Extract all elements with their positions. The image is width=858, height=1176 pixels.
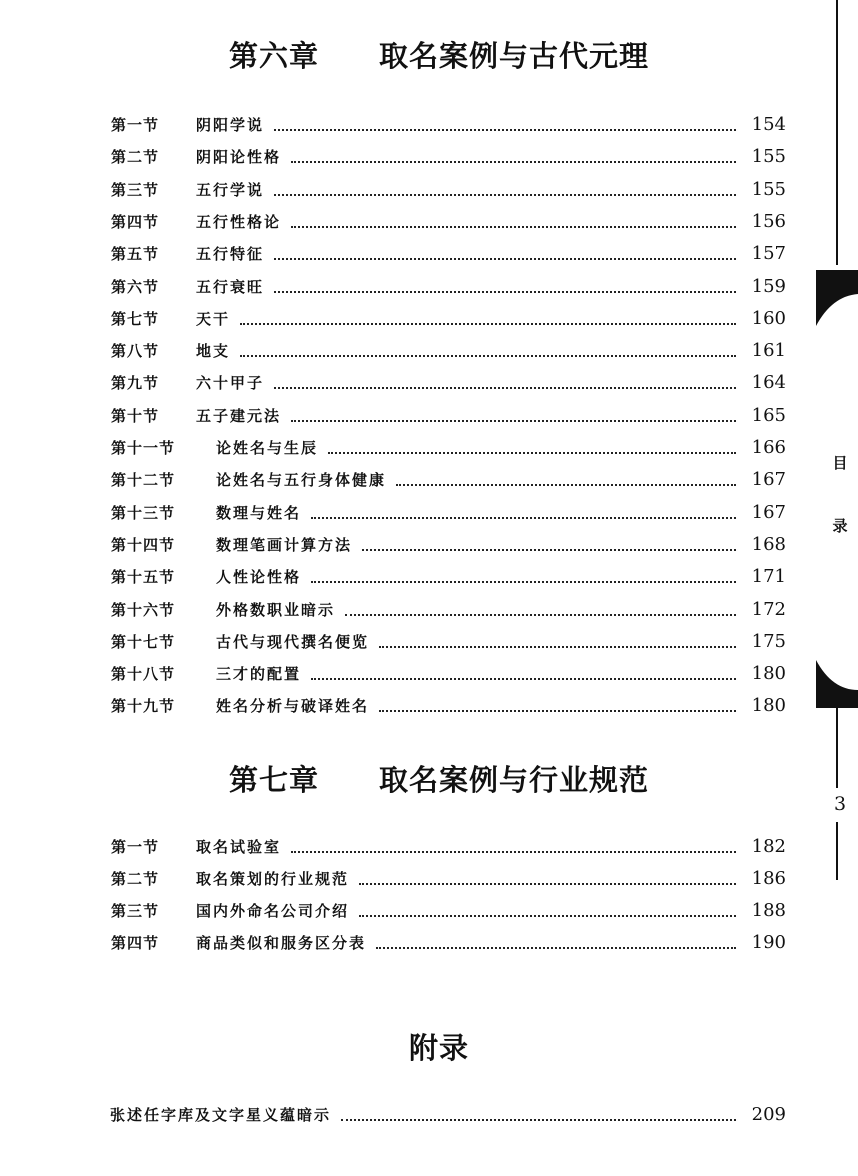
section-number: 第七节 <box>111 309 160 328</box>
section-number: 第五节 <box>111 245 160 264</box>
dot-leader <box>274 129 736 131</box>
toc-entry <box>0 142 858 172</box>
section-title: 国内外命名公司介绍 <box>196 902 350 920</box>
toc-entry <box>0 465 858 495</box>
page-reference: 159 <box>751 275 786 297</box>
toc-entry <box>0 832 858 862</box>
toc-entry <box>0 928 858 958</box>
margin-tab-top-ornament <box>812 270 858 334</box>
page-reference: 186 <box>751 868 786 889</box>
section-title: 阴阳论性格 <box>196 148 282 167</box>
section-title: 阴阳学说 <box>196 116 265 134</box>
section-number: 第十节 <box>111 406 160 425</box>
page-reference: 167 <box>751 469 786 491</box>
toc-entry <box>0 864 858 894</box>
dot-leader <box>328 452 736 454</box>
section-title: 古代与现代撰名便览 <box>216 632 370 651</box>
toc-entry <box>0 659 858 689</box>
toc-entry <box>0 401 858 431</box>
section-number: 第十二节 <box>111 471 176 490</box>
margin-rule-bottom <box>836 822 838 880</box>
section-title: 论姓名与生辰 <box>216 439 319 457</box>
section-title: 取名策划的行业规范 <box>196 870 350 888</box>
section-title: 取名试验室 <box>196 838 282 856</box>
toc-entry <box>0 175 858 205</box>
dot-leader <box>311 517 736 519</box>
section-title: 地支 <box>196 342 231 361</box>
dot-leader <box>274 291 736 293</box>
page-number: 3 <box>833 793 847 815</box>
dot-leader <box>376 947 736 949</box>
page-reference: 171 <box>751 566 786 588</box>
page-reference: 168 <box>751 533 786 555</box>
toc-entry <box>0 207 858 237</box>
page-reference: 209 <box>751 1104 786 1125</box>
section-number: 第十六节 <box>111 600 176 619</box>
margin-label-lu: 录 <box>832 517 848 535</box>
dot-leader <box>240 355 736 357</box>
section-title: 张述任字库及文字星义蕴暗示 <box>110 1106 332 1124</box>
section-number: 第十七节 <box>111 632 176 651</box>
dot-leader <box>311 678 736 680</box>
section-title: 六十甲子 <box>196 374 265 393</box>
section-number: 第十八节 <box>111 665 176 684</box>
page-reference: 175 <box>751 630 786 652</box>
section-number: 第十三节 <box>111 503 176 522</box>
dot-leader <box>291 851 736 853</box>
section-title: 数理笔画计算方法 <box>216 535 353 554</box>
dot-leader <box>291 226 736 228</box>
section-title: 五行衰旺 <box>196 277 265 296</box>
section-number: 第十九节 <box>111 697 176 716</box>
toc-entry <box>0 110 858 140</box>
toc-entry <box>0 239 858 269</box>
chapter-7-title: 第七章 取名案例与行业规范 <box>228 763 649 797</box>
dot-leader <box>396 484 736 486</box>
section-number: 第十一节 <box>111 439 176 457</box>
dot-leader <box>240 323 736 325</box>
section-title: 姓名分析与破译姓名 <box>216 697 370 716</box>
dot-leader <box>341 1119 736 1121</box>
section-title: 论姓名与五行身体健康 <box>216 471 387 490</box>
page-reference: 155 <box>751 146 786 168</box>
dot-leader <box>359 915 736 917</box>
page-reference: 167 <box>751 501 786 523</box>
section-number: 第三节 <box>111 902 160 920</box>
page-reference: 180 <box>751 695 786 717</box>
dot-leader <box>274 194 736 196</box>
toc-entry <box>0 368 858 398</box>
page-reference: 165 <box>751 404 786 426</box>
dot-leader <box>291 161 736 163</box>
dot-leader <box>274 387 736 389</box>
dot-leader <box>345 614 736 616</box>
page-reference: 156 <box>751 210 786 232</box>
section-title: 外格数职业暗示 <box>216 600 336 619</box>
toc-entry <box>0 1100 858 1130</box>
section-title: 五行特征 <box>196 245 265 264</box>
section-number: 第八节 <box>111 342 160 361</box>
section-title: 天干 <box>196 309 231 328</box>
toc-entry <box>0 304 858 334</box>
page-reference: 157 <box>751 243 786 265</box>
section-number: 第二节 <box>111 148 160 167</box>
section-number: 第九节 <box>111 374 160 393</box>
dot-leader <box>362 549 736 551</box>
page-reference: 161 <box>751 340 786 362</box>
toc-entry <box>0 896 858 926</box>
chapter-6-title: 第六章 取名案例与古代元理 <box>228 39 649 73</box>
page-reference: 180 <box>751 663 786 685</box>
page-reference: 166 <box>751 437 786 458</box>
toc-entry <box>0 272 858 302</box>
section-number: 第十五节 <box>111 568 176 587</box>
page-reference: 154 <box>751 114 786 135</box>
page-reference: 190 <box>751 932 786 953</box>
toc-entry <box>0 336 858 366</box>
section-title: 商品类似和服务区分表 <box>196 934 367 952</box>
section-number: 第一节 <box>111 838 160 856</box>
page-reference: 172 <box>751 598 786 620</box>
margin-rule-middle <box>836 708 838 788</box>
section-number: 第二节 <box>111 870 160 888</box>
toc-entry <box>0 530 858 560</box>
toc-entry <box>0 627 858 657</box>
dot-leader <box>359 883 736 885</box>
margin-tab-bottom-ornament <box>812 660 858 714</box>
dot-leader <box>379 710 736 712</box>
section-number: 第三节 <box>111 180 160 199</box>
section-number: 第十四节 <box>111 535 176 554</box>
section-title: 五行学说 <box>196 180 265 199</box>
section-number: 第四节 <box>111 212 160 231</box>
toc-entry <box>0 562 858 592</box>
section-number: 第一节 <box>111 116 160 134</box>
page-reference: 155 <box>751 178 786 200</box>
toc-entry <box>0 433 858 463</box>
section-title: 五行性格论 <box>196 212 282 231</box>
section-title: 人性论性格 <box>216 568 302 587</box>
section-title: 五子建元法 <box>196 406 282 425</box>
page-reference: 188 <box>751 900 786 921</box>
dot-leader <box>379 646 736 648</box>
toc-entry <box>0 498 858 528</box>
dot-leader <box>311 581 736 583</box>
section-title: 三才的配置 <box>216 665 302 684</box>
margin-label-mu: 目 <box>832 454 848 472</box>
page-reference: 164 <box>751 372 786 394</box>
appendix-title: 附录 <box>408 1031 469 1065</box>
section-number: 第六节 <box>111 277 160 296</box>
toc-entry <box>0 691 858 721</box>
section-number: 第四节 <box>111 934 160 952</box>
section-title: 数理与姓名 <box>216 503 302 522</box>
toc-entry <box>0 595 858 625</box>
dot-leader <box>291 420 736 422</box>
margin-rule-top <box>836 0 838 265</box>
page-reference: 160 <box>751 307 786 329</box>
page-reference: 182 <box>751 836 786 857</box>
dot-leader <box>274 258 736 260</box>
